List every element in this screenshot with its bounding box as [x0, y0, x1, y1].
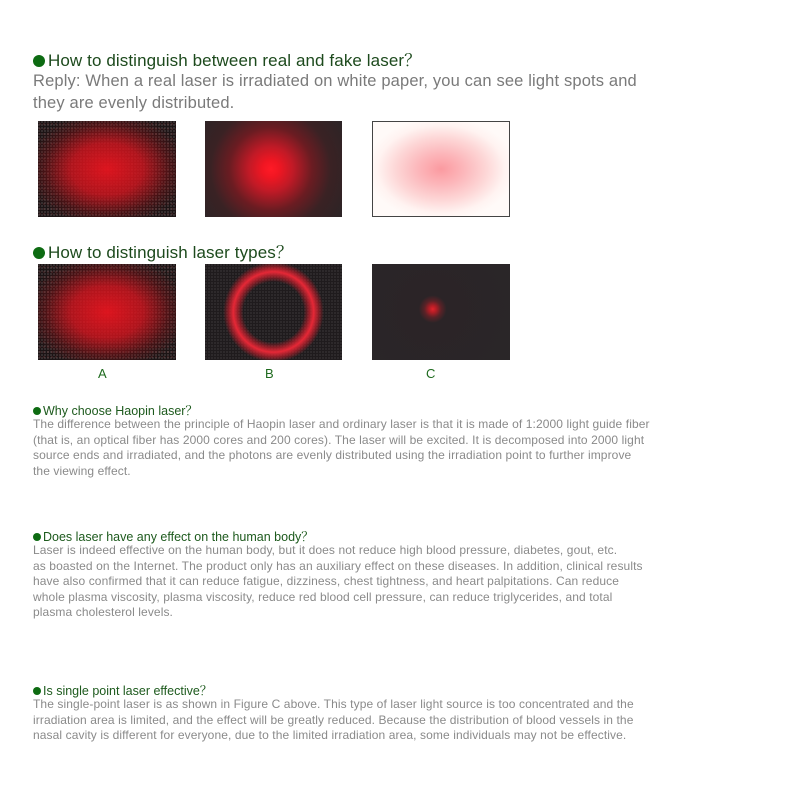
section-heading-why-choose: Why choose Haopin laser？ [33, 401, 198, 419]
section-heading-single-point: Is single point laser effective？ [33, 681, 212, 699]
laser-type-b-image [205, 264, 342, 360]
laser-type-c-image [372, 264, 510, 360]
bullet-icon [33, 55, 45, 67]
reply-text: Reply: When a real laser is irradiated on white paper, you can see light spots and they are evenly distributed. [33, 72, 637, 112]
bullet-icon [33, 247, 45, 259]
single-point-paragraph: The single-point laser is as shown in Figure C above. This type of laser light source is too concentrated and the irradiation area is limited, and the effect will be greatly reduced. Because the distribution of blood vessels in the nasal cavity is different for everyone, due to the limited irradiation area, some individuals may not be effective. [33, 697, 634, 743]
caption-c: C [426, 366, 436, 381]
bullet-icon [33, 687, 41, 695]
laser-type-a-image [38, 264, 176, 360]
laser-spot-image-white-paper [372, 121, 510, 217]
human-body-paragraph: Laser is indeed effective on the human body, but it does not reduce high blood pressure, diabetes, gout, etc. as boasted on the Internet. The product only has an auxiliary effect on these diseases. In addition, clinical results have also confirmed that it can reduce fatigue, dizziness, chest tightness, and heart palpitations. Can reduce whole plasma viscosity, plasma viscosity, reduce red blood cell pressure, can reduce triglycerides, and total plasma cholesterol levels. [33, 543, 643, 620]
section-heading-real-fake: How to distinguish between real and fake laser？ [33, 46, 421, 71]
section-heading-laser-types: How to distinguish laser types？ [33, 238, 293, 263]
laser-spot-image-glow [205, 121, 342, 217]
bullet-icon [33, 533, 41, 541]
section-heading-human-body: Does laser have any effect on the human body？ [33, 527, 314, 545]
why-choose-paragraph: The difference between the principle of Haopin laser and ordinary laser is that it is made of 1:2000 light guide fiber (that is, an optical fiber has 2000 cores and 200 cores). The laser will be excited. It is decomposed into 2000 light source ends and irradiated, and the photons are evenly distributed using the irradiation point to further improve the viewing effect. [33, 417, 650, 478]
bullet-icon [33, 407, 41, 415]
caption-a: A [98, 366, 107, 381]
caption-b: B [265, 366, 274, 381]
laser-spot-image-noisy [38, 121, 176, 217]
